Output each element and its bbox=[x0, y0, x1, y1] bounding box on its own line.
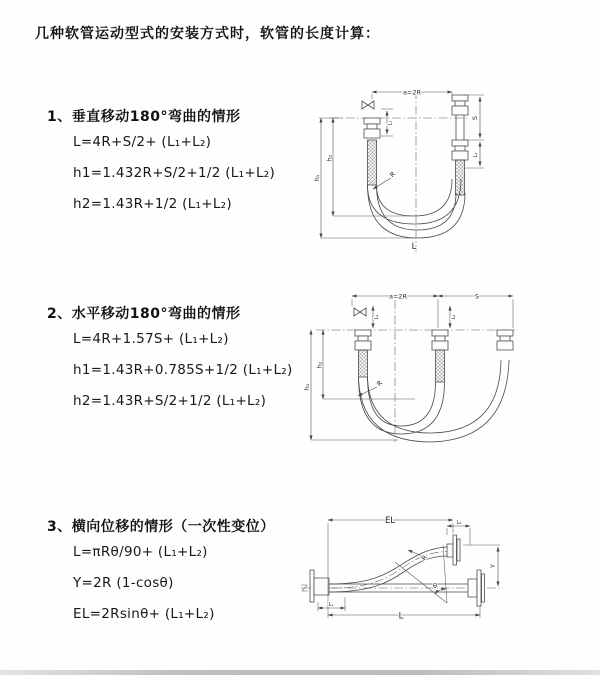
dim-label-h2: h₂ bbox=[315, 361, 324, 369]
centerlines bbox=[316, 300, 518, 442]
diagram-vertical-180-bend bbox=[313, 75, 543, 260]
dim-label-l1: L₁ bbox=[387, 120, 394, 126]
formula-h1: h1=1.43R+0.785S+1/2 (L₁+L₂) bbox=[73, 362, 293, 378]
hose-body bbox=[310, 535, 485, 606]
dim-label-r: R bbox=[388, 169, 398, 179]
page-title: 几种软管运动型式的安装方式时，软管的长度计算： bbox=[35, 26, 380, 42]
dim-label-a2r: a=2R bbox=[402, 88, 422, 97]
dim-label-h2: h₂ bbox=[325, 154, 334, 162]
diagram-lateral-displacement bbox=[298, 502, 513, 627]
section-1-heading: 1、垂直移动180°弯曲的情形 bbox=[47, 109, 241, 125]
diagram-horizontal-180-bend bbox=[303, 282, 533, 452]
formula-h2: h2=1.43R+S/2+1/2 (L₁+L₂) bbox=[73, 393, 267, 409]
formula-h2: h2=1.43R+1/2 (L₁+L₂) bbox=[73, 196, 232, 212]
dim-label-l: L bbox=[411, 242, 417, 252]
dim-label-l1: L₁ bbox=[374, 314, 380, 320]
dim-label-y: Y bbox=[489, 564, 497, 568]
dim-label-s: S bbox=[471, 115, 479, 121]
section-1 bbox=[47, 106, 317, 212]
dim-label-s: S bbox=[474, 292, 480, 301]
section-2-heading: 2、水平移动180°弯曲的情形 bbox=[47, 306, 241, 322]
section-3-heading: 3、横向位移的情形（一次性变位） bbox=[47, 519, 275, 535]
dim-label-r: R bbox=[419, 553, 429, 563]
formula-el: EL=2Rsinθ+ (L₁+L₂) bbox=[73, 606, 215, 622]
formula-l: L=πRθ/90+ (L₁+L₂) bbox=[73, 544, 208, 560]
valve-icon bbox=[354, 308, 366, 316]
braided-hose-middle bbox=[436, 350, 445, 382]
dim-label-el: EL bbox=[384, 516, 396, 526]
dim-label-l2: L₂ bbox=[456, 520, 462, 526]
valve-icon bbox=[362, 101, 374, 109]
formula-h1: h1=1.432R+S/2+1/2 (L₁+L₂) bbox=[73, 165, 276, 181]
dim-label-l1: L₁ bbox=[328, 602, 334, 608]
dim-label-a2r: a=2R bbox=[388, 292, 408, 301]
dim-label-l2: L₂ bbox=[473, 152, 479, 158]
dim-label-r: R bbox=[375, 378, 385, 388]
braided-hose-left bbox=[368, 140, 377, 185]
formula-l: L=4R+S/2+ (L₁+L₂) bbox=[73, 134, 212, 150]
section-2 bbox=[47, 303, 317, 409]
formula-y: Y=2R (1-cosθ) bbox=[73, 575, 174, 591]
section-3 bbox=[47, 516, 317, 622]
dim-label-h1: h₁ bbox=[313, 174, 321, 182]
braided-hose-left bbox=[359, 350, 368, 377]
dim-label-l: L bbox=[398, 611, 404, 622]
formula-l: L=4R+1.57S+ (L₁+L₂) bbox=[73, 331, 229, 347]
dim-label-theta: θ bbox=[433, 582, 437, 590]
dim-label-l2: L₂ bbox=[451, 314, 457, 320]
page-bottom-edge bbox=[0, 670, 600, 675]
dim-label-h1: h₁ bbox=[303, 383, 311, 391]
centerlines bbox=[330, 90, 467, 252]
dimensions bbox=[303, 293, 513, 441]
